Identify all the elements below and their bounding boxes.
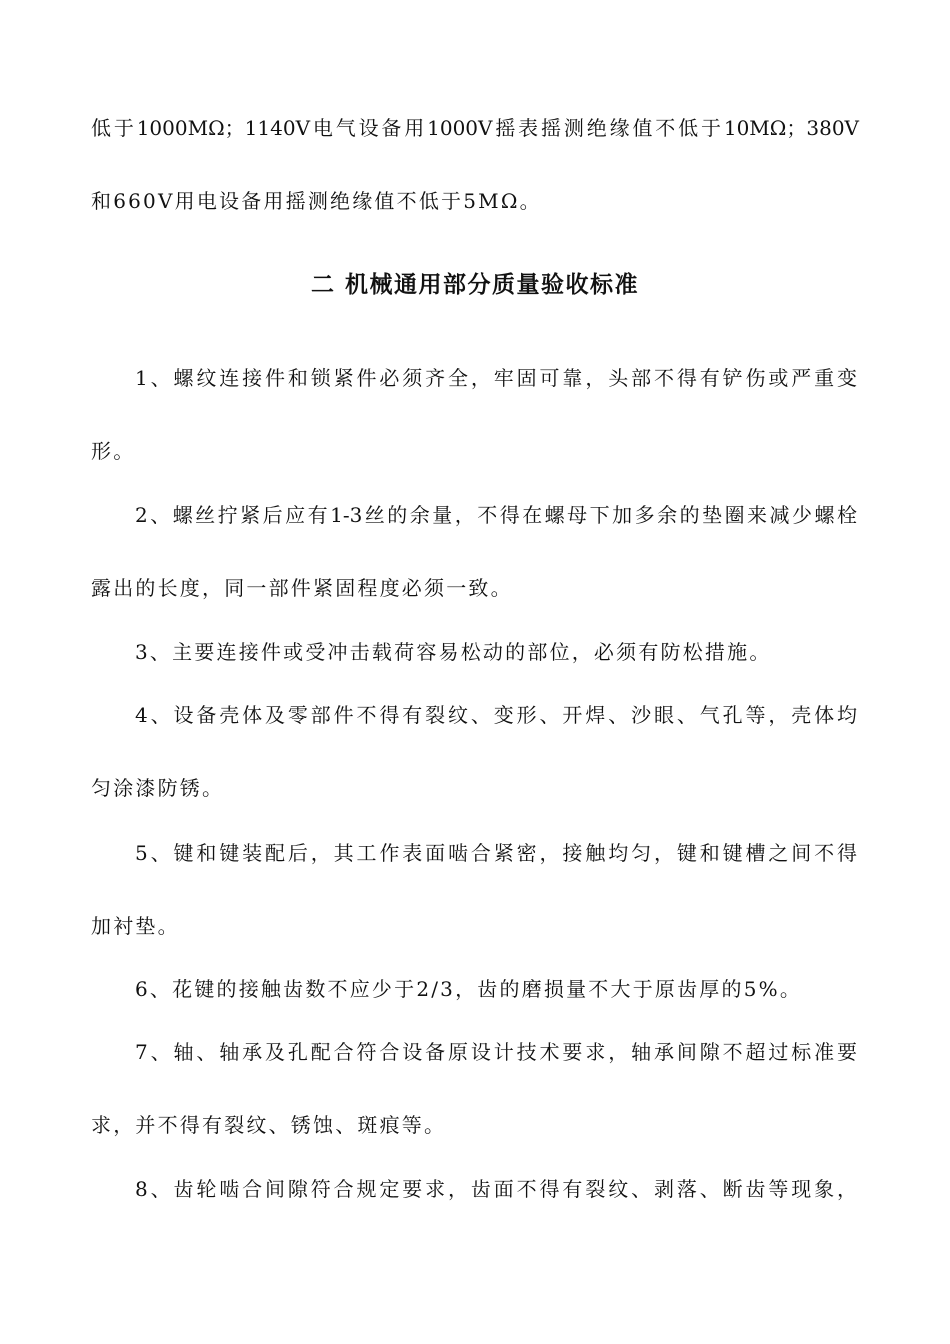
list-item-5-continued: 加衬垫。	[91, 914, 180, 938]
list-item-4-continued: 匀涂漆防锈。	[91, 776, 225, 800]
list-item-5: 5、键和键装配后，其工作表面啮合紧密，接触均匀，键和键槽之间不得	[135, 841, 857, 865]
list-item-2-continued: 露出的长度，同一部件紧固程度必须一致。	[91, 576, 513, 600]
list-item-1-continued: 形。	[91, 439, 136, 463]
list-item-2: 2、螺丝拧紧后应有1-3丝的余量，不得在螺母下加多余的垫圈来减少螺栓	[135, 503, 857, 527]
list-item-8: 8、齿轮啮合间隙符合规定要求，齿面不得有裂纹、剥落、断齿等现象，	[135, 1177, 857, 1201]
list-item-4: 4、设备壳体及零部件不得有裂纹、变形、开焊、沙眼、气孔等，壳体均	[135, 703, 857, 727]
list-item-3: 3、主要连接件或受冲击载荷容易松动的部位，必须有防松措施。	[135, 640, 772, 664]
paragraph-line-continued: 低于1000MΩ；1140V电气设备用1000V摇表摇测绝缘值不低于10MΩ；380V	[91, 116, 859, 140]
list-item-1: 1、螺纹连接件和锁紧件必须齐全，牢固可靠，头部不得有铲伤或严重变	[135, 366, 857, 390]
list-item-7-continued: 求，并不得有裂纹、锈蚀、斑痕等。	[91, 1113, 447, 1137]
paragraph-line-end: 和660V用电设备用摇测绝缘值不低于5MΩ。	[91, 189, 542, 213]
list-item-6: 6、花键的接触齿数不应少于2/3，齿的磨损量不大于原齿厚的5%。	[135, 977, 803, 1001]
list-item-7: 7、轴、轴承及孔配合符合设备原设计技术要求，轴承间隙不超过标准要	[135, 1040, 857, 1064]
section-heading: 二 机械通用部分质量验收标准	[310, 272, 639, 298]
